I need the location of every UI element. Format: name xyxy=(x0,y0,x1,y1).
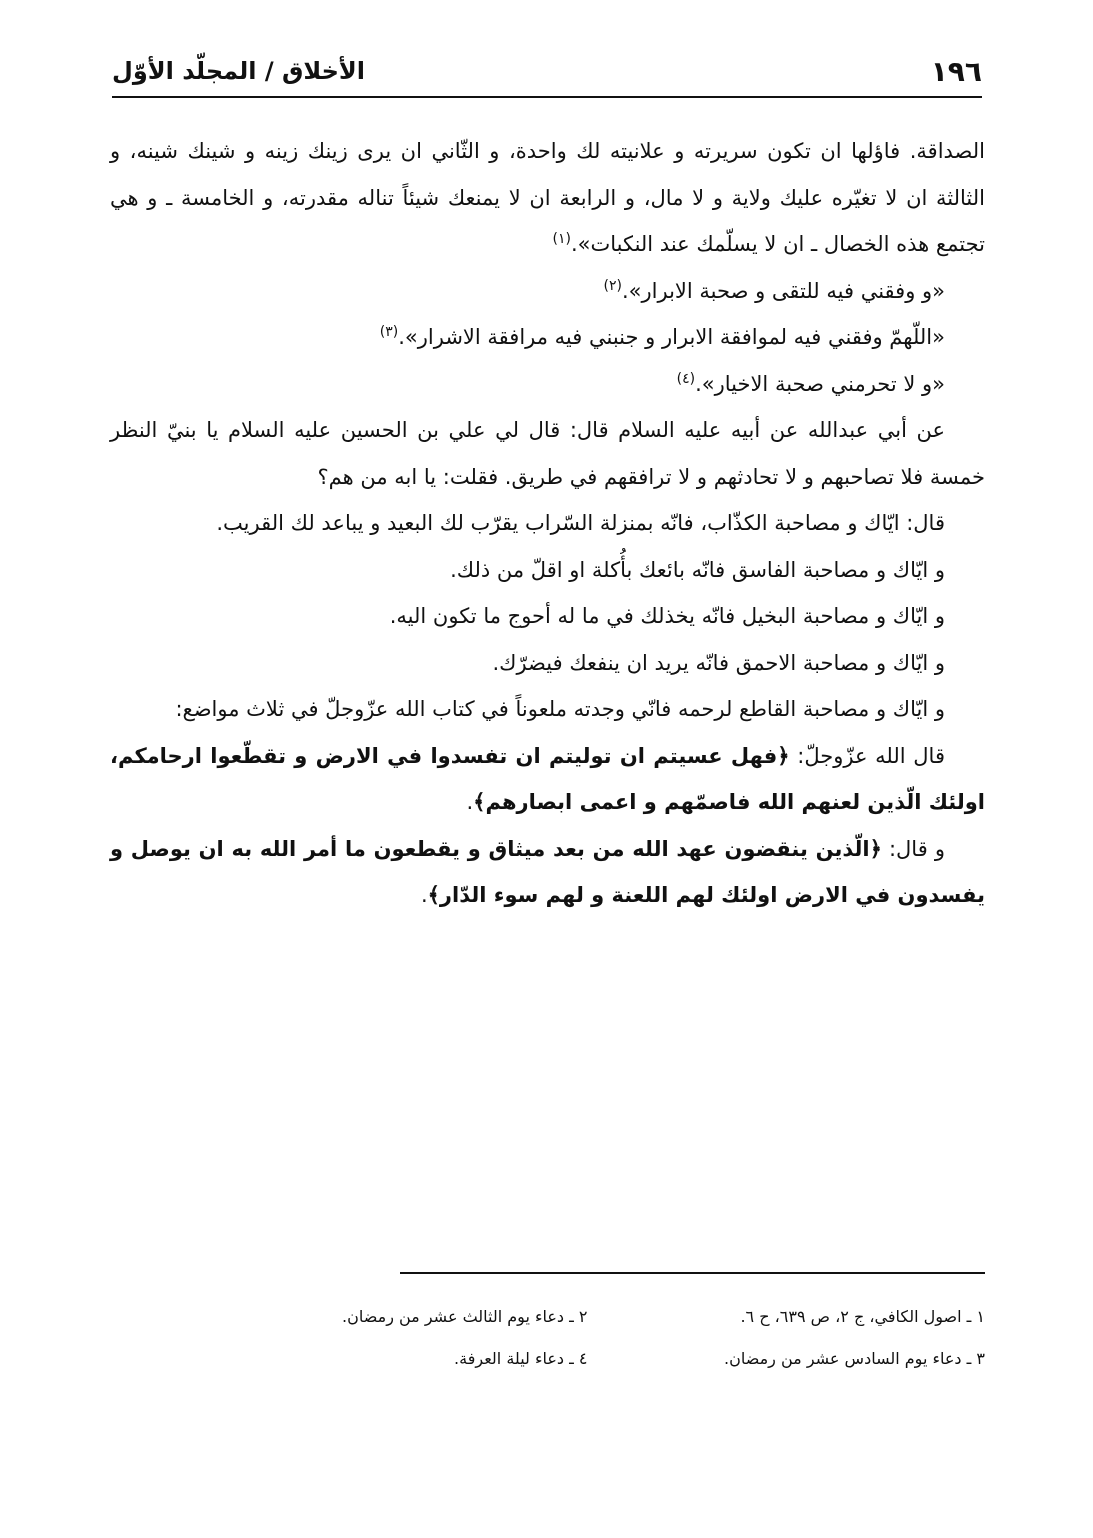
footnote-4: ٤ ـ دعاء ليلة العرفة. xyxy=(454,1349,588,1368)
punctuation: . xyxy=(466,790,474,814)
main-text xyxy=(110,128,985,919)
warning-sinner: و ايّاك و مصاحبة الفاسق فانّه بائعك بأُكلة او اقلّ من ذلك. xyxy=(450,557,945,582)
footnote-ref-2: (٢) xyxy=(603,277,622,294)
running-title: الأخلاق / المجلّد الأوّل xyxy=(112,57,366,85)
footnote-ref-4: (٤) xyxy=(676,370,696,387)
supplication-3 xyxy=(110,361,985,408)
footnote-1: ١ ـ اصول الكافي، ج ٢، ص ٦٣٩، ح ٦. xyxy=(740,1307,985,1326)
page-number: ١٩٦ xyxy=(930,54,982,88)
footnote-ref-3: (٣) xyxy=(379,324,399,340)
quran-verse: ﴿فهل عسيتم ان توليتم ان تفسدوا في الارض و تقطّعوا ارحامكم، اولئك الّذين لعنهم الله فاصمّهم و اعمى ابصارهم﴾ xyxy=(110,743,985,814)
quran-verse: ﴿الّذين ينقضون عهد الله من بعد ميثاق و يقطعون ما أمر الله به ان يوصل و يفسدون في الارض اولئك لهم اللعنة و لهم سوء الدّار﴾ xyxy=(110,836,985,907)
footnote-3: ٣ ـ دعاء يوم السادس عشر من رمضان. xyxy=(724,1349,985,1368)
footnotes xyxy=(230,1305,985,1371)
verse-intro: قال الله عزّوجلّ: xyxy=(789,743,945,768)
supplication-text: «اللّهمّ وفقني فيه لموافقة الابرار و جنبني فيه مرافقة الاشرار». xyxy=(398,325,945,349)
punctuation: . xyxy=(420,883,428,907)
paragraph-text: الصداقة. فاؤلها ان تكون سريرته و علانيته لك واحدة، و الثّاني ان يرى زينك زينه و شينك شينه، و الثالثة ان لا تغيّره عليك ولاية و لا مال، و الرابعة ان لا يمنعك شيئاً تناله مقدرته، و الخامسة ـ و هي تجتمع هذه الخصال ـ ان لا يسلّمك عند النكبات». xyxy=(110,139,985,256)
footnote-ref-1: (١) xyxy=(552,231,571,247)
verse-intro: و قال: xyxy=(881,836,945,861)
paragraph-hadith-intro: عن أبي عبدالله عن أبيه عليه السلام قال: قال لي علي بن الحسين عليه السلام يا بنيّ النظر خمسة فلا تصاحبهم و لا تحادثهم و لا ترافقهم في طريق. فقلت: يا ابه من هم؟ xyxy=(110,418,985,489)
warning-miser: و ايّاك و مصاحبة البخيل فانّه يخذلك في ما له أحوج ما تكون اليه. xyxy=(389,604,945,628)
footnote-2: ٢ ـ دعاء يوم الثالث عشر من رمضان. xyxy=(342,1307,588,1326)
paragraph-verse-2 xyxy=(110,826,985,919)
running-header xyxy=(112,44,982,98)
footnote-separator xyxy=(400,1272,985,1274)
supplication-1 xyxy=(110,268,985,315)
paragraph-friendship-conditions xyxy=(110,128,985,268)
paragraph-liar: قال: ايّاك و مصاحبة الكذّاب، فانّه بمنزلة السّراب يقرّب لك البعيد و يباعد لك القريب. xyxy=(216,511,945,535)
supplication-text: «و لا تحرمني صحبة الاخيار». xyxy=(695,371,945,396)
supplication-text: «و وفقني فيه للتقى و صحبة الابرار». xyxy=(622,278,945,303)
paragraph-kinship-breaker: و ايّاك و مصاحبة القاطع لرحمه فانّي وجدته ملعوناً في كتاب الله عزّوجلّ في ثلاث مواضع: xyxy=(175,697,945,721)
paragraph-verse-1 xyxy=(110,733,985,826)
supplication-2 xyxy=(110,314,985,361)
warning-fool: و ايّاك و مصاحبة الاحمق فانّه يريد ان ينفعك فيضرّك. xyxy=(492,650,945,675)
header-rule xyxy=(112,96,982,98)
